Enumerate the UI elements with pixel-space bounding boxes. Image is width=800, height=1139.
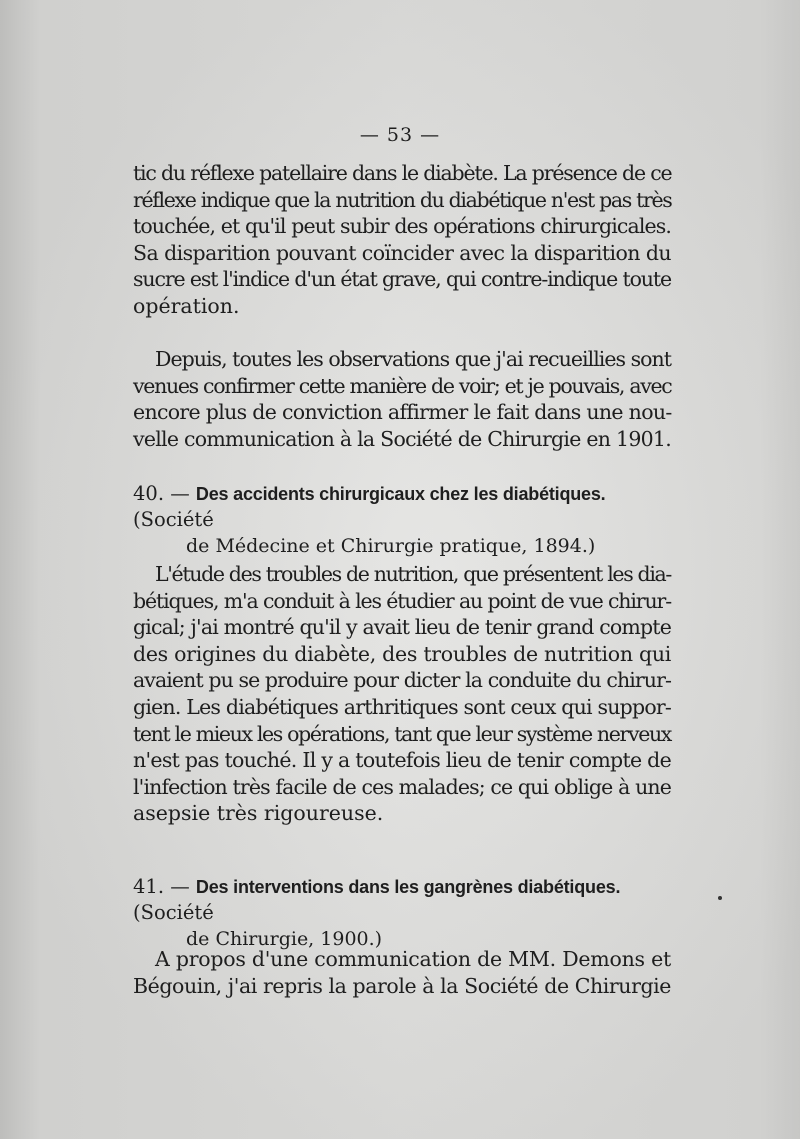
text-line: l'infection très facile de ces malades; ce qui oblige à une — [133, 774, 671, 799]
paragraph-observations — [133, 346, 671, 452]
text-line: réflexe indique que la nutrition du diabétique n'est pas très — [133, 187, 672, 212]
text-line: opération. — [133, 293, 240, 318]
text-line: venues confirmer cette manière de voir; et je pouvais, avec — [133, 373, 672, 398]
text-line: asepsie très rigoureuse. — [133, 801, 384, 826]
text-line: Depuis, toutes les observations que j'ai recueillies sont — [155, 347, 671, 371]
text-line: tic du réflexe patellaire dans le diabète. La présence de ce — [133, 161, 672, 185]
entry-title: Des interventions dans les gangrènes diabétiques. — [195, 877, 621, 897]
text-line: velle communication à la Société de Chirurgie en 1901. — [133, 426, 671, 451]
text-line: A propos d'une communication de MM. Demons et — [155, 947, 671, 971]
text-line: n'est pas touché. Il y a toutefois lieu de tenir compte de — [133, 748, 671, 773]
page-number: — 53 — — [359, 124, 441, 146]
entry-source: (Société — [133, 508, 214, 531]
entry-heading-41 — [133, 874, 673, 952]
text-line: gien. Les diabétiques arthritiques sont ceux qui suppor- — [133, 694, 671, 719]
ink-speck — [718, 896, 722, 900]
text-line: encore plus de conviction affirmer le fait dans une nou- — [133, 400, 672, 425]
paragraph-surgical-study — [133, 561, 671, 827]
text-line: tent le mieux les opérations, tant que leur système nerveux — [133, 721, 671, 746]
entry-number: 41. — — [133, 875, 196, 898]
text-line: sucre est l'indice d'un état grave, qui contre-indique toute — [133, 267, 671, 292]
paragraph-communication — [133, 946, 671, 999]
text-line: des origines du diabète, des troubles de nutrition qui — [133, 641, 671, 666]
text-line: bétiques, m'a conduit à les étudier au point de vue chirur- — [133, 588, 671, 613]
text-line: Sa disparition pouvant coïncider avec la disparition du — [133, 240, 671, 265]
text-line: Bégouin, j'ai repris la parole à la Société de Chirurgie — [133, 973, 671, 998]
entry-source: (Société — [133, 901, 214, 924]
text-line: L'étude des troubles de nutrition, que présentent les dia- — [155, 562, 671, 586]
entry-source-continued: de Chirurgie, 1900.) — [186, 928, 383, 950]
entry-number: 40. — — [133, 482, 196, 505]
paragraph-reflex-continuation — [133, 160, 671, 320]
text-line: avaient pu se produire pour dicter la conduite du chirur- — [133, 668, 671, 693]
entry-heading-40 — [133, 481, 673, 559]
text-line: gical; j'ai montré qu'il y avait lieu de tenir grand compte — [133, 615, 671, 640]
entry-source-continued: de Médecine et Chirurgie pratique, 1894.) — [186, 535, 596, 557]
entry-title: Des accidents chirurgicaux chez les diabétiques. — [195, 484, 606, 504]
text-line: touchée, et qu'il peut subir des opérations chirurgicales. — [133, 214, 671, 239]
